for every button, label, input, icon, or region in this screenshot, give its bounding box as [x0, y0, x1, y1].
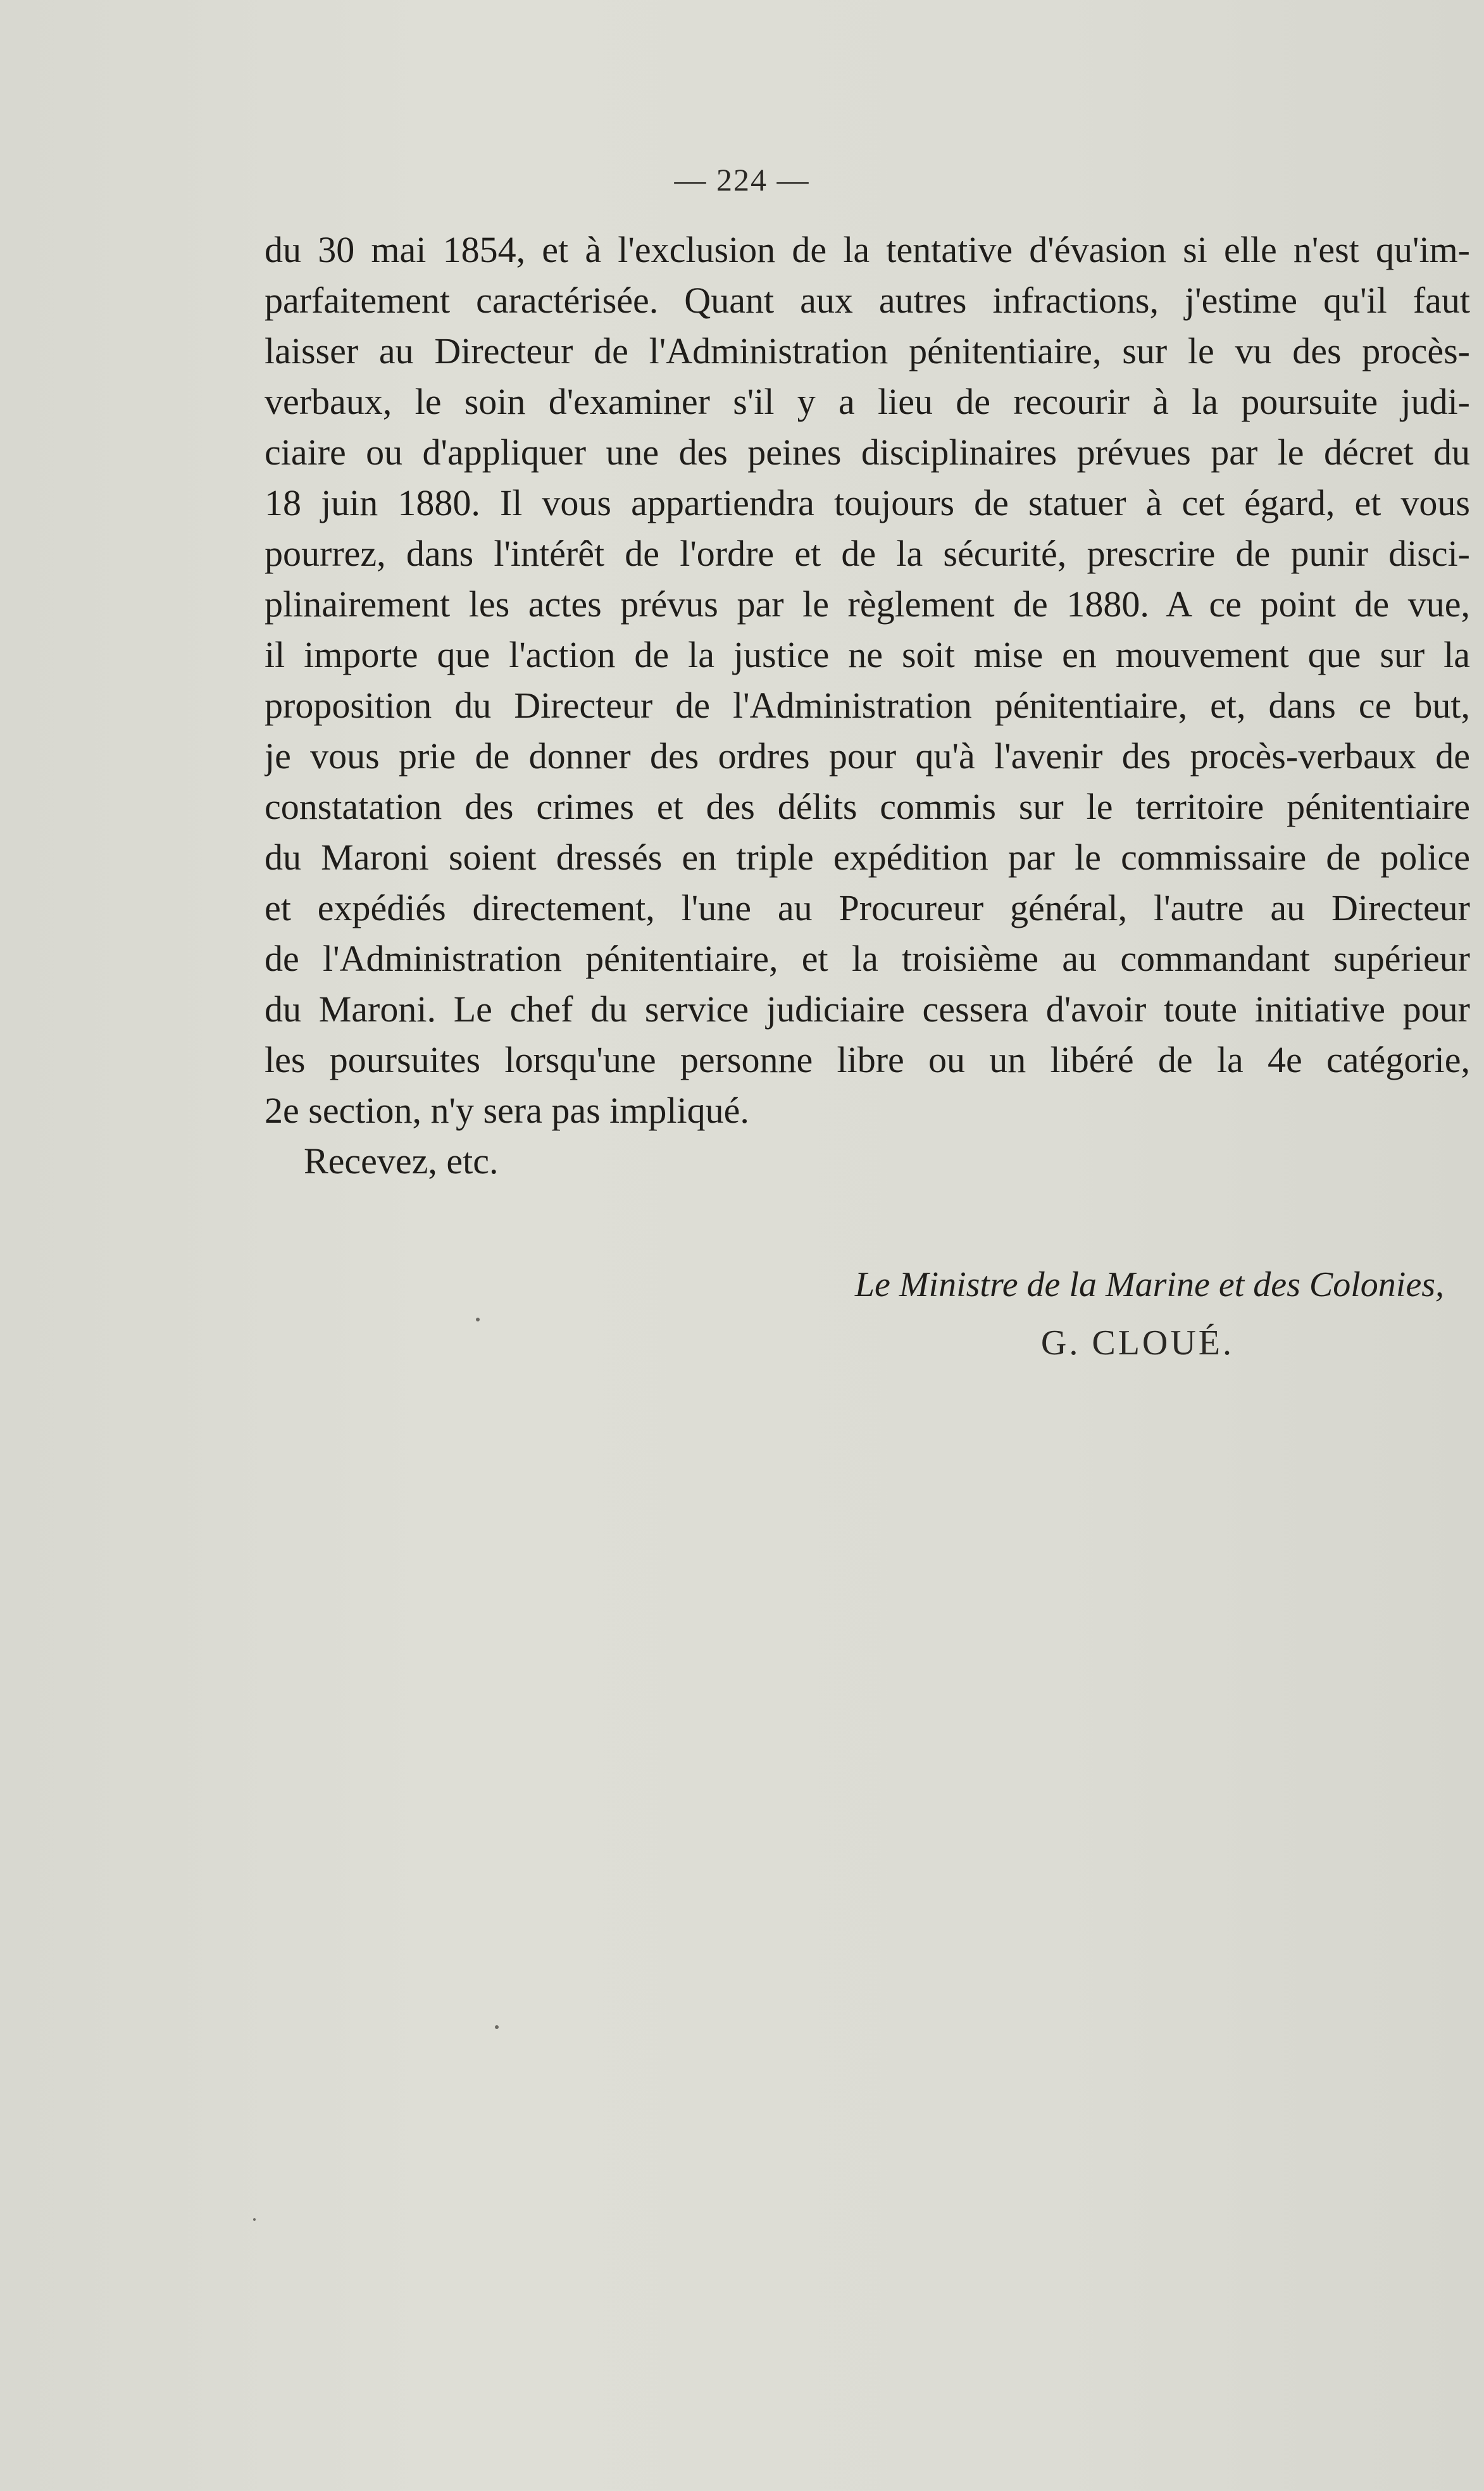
closing-formula: Recevez, etc. [304, 1140, 499, 1182]
text-line: je vous prie de donner des ordres pour qu'à l'avenir des procès-verbaux de [265, 735, 1470, 777]
ink-speck [495, 2025, 499, 2029]
text-line: 2e section, n'y sera pas impliqué. [265, 1090, 749, 1131]
text-line: proposition du Directeur de l'Administration pénitentiaire, et, dans ce but, [265, 685, 1470, 726]
page-number: — 224 — [674, 162, 810, 197]
text-line: 18 juin 1880. Il vous appartiendra toujours de statuer à cet égard, et vous [265, 482, 1470, 523]
text-line: constatation des crimes et des délits commis sur le territoire pénitentiaire [265, 786, 1470, 827]
ink-speck [253, 2218, 256, 2221]
text-line: et expédiés directement, l'une au Procureur général, l'autre au Directeur [265, 887, 1470, 928]
text-line: du Maroni. Le chef du service judiciaire cessera d'avoir toute initiative pour [265, 989, 1470, 1030]
letter-body [265, 225, 1470, 1187]
text-line: les poursuites lorsqu'une personne libre ou un libéré de la 4e catégorie, [265, 1039, 1470, 1080]
text-line: verbaux, le soin d'examiner s'il y a lieu de recourir à la poursuite judi- [265, 381, 1470, 422]
text-line: parfaitement caractérisée. Quant aux autres infractions, j'estime qu'il faut [265, 280, 1470, 321]
text-line: de l'Administration pénitentiaire, et la troisième au commandant supérieur [265, 938, 1470, 979]
ink-speck [476, 1318, 480, 1321]
text-line: laisser au Directeur de l'Administration pénitentiaire, sur le vu des procès- [265, 330, 1470, 371]
signature-name: G. CLOUÉ. [1040, 1323, 1234, 1363]
text-line: ciaire ou d'appliquer une des peines disciplinaires prévues par le décret du [265, 432, 1470, 473]
text-line: il importe que l'action de la justice ne soit mise en mouvement que sur la [265, 634, 1470, 675]
signature-title: Le Ministre de la Marine et des Colonies, [854, 1265, 1444, 1304]
text-line: du Maroni soient dressés en triple expédition par le commissaire de police [265, 837, 1470, 878]
text-line: du 30 mai 1854, et à l'exclusion de la tentative d'évasion si elle n'est qu'im- [265, 229, 1470, 270]
text-line: plinairement les actes prévus par le règlement de 1880. A ce point de vue, [265, 584, 1470, 625]
text-line: pourrez, dans l'intérêt de l'ordre et de la sécurité, prescrire de punir disci- [265, 533, 1470, 574]
